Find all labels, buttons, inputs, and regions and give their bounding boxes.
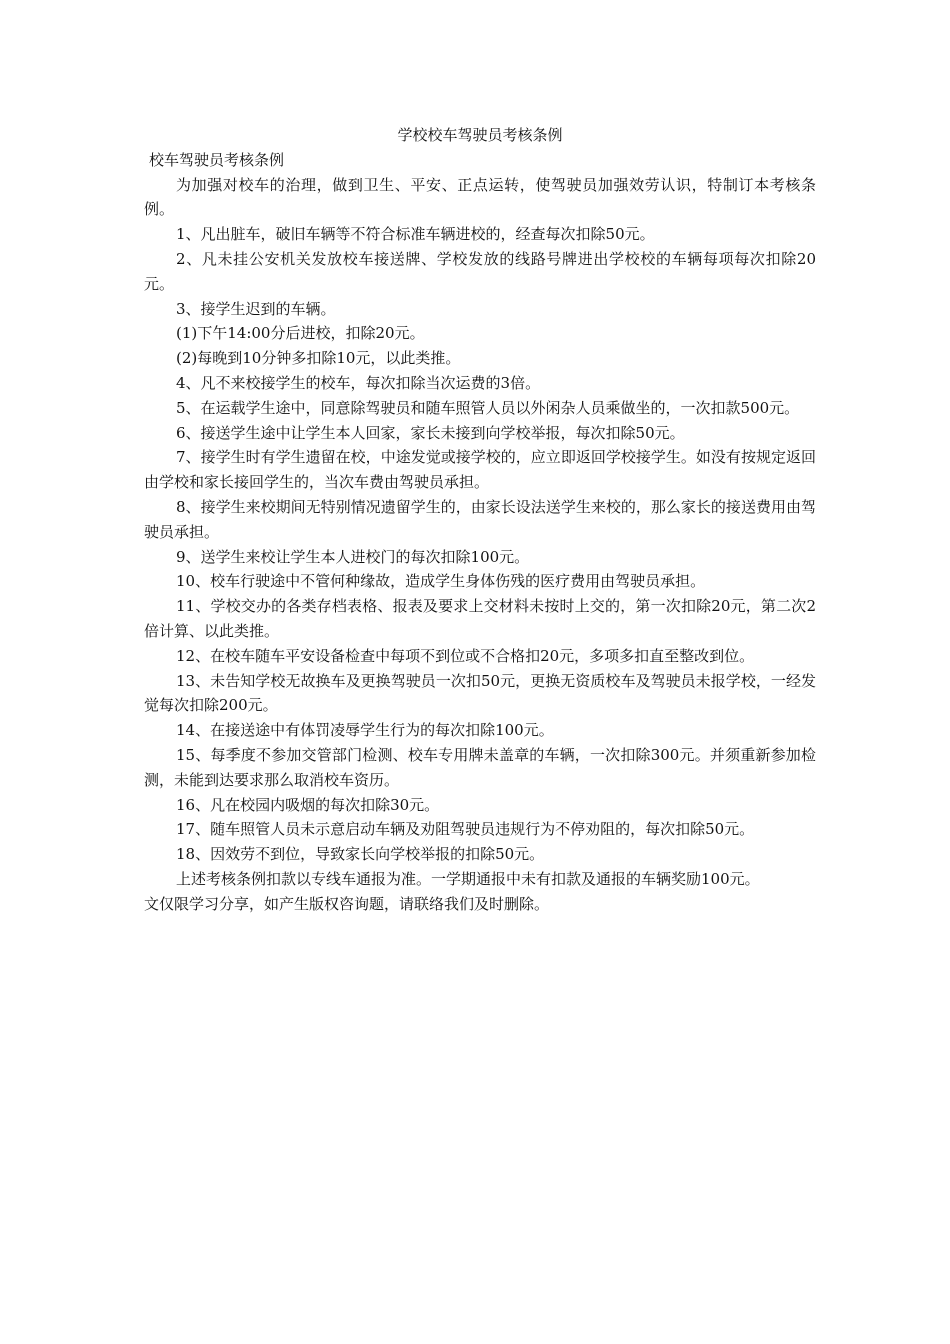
clause-item: 12、在校车随车平安设备检查中每项不到位或不合格扣20元，多项多扣直至整改到位。 <box>176 646 755 665</box>
document-page <box>144 123 816 917</box>
closing-paragraph: 上述考核条例扣款以专线车通报为准。一学期通报中未有扣款及通报的车辆奖励100元。 <box>176 869 760 888</box>
intro-paragraph: 为加强对校车的治理，做到卫生、平安、正点运转，使驾驶员加强效劳认识，特制订本考核条例。 <box>144 175 816 219</box>
clause-item: 3、接学生迟到的车辆。 <box>176 299 336 318</box>
clause-item: 17、随车照管人员未示意启动车辆及劝阻驾驶员违规行为不停劝阻的，每次扣除50元。 <box>176 820 755 839</box>
clause-list <box>144 222 816 867</box>
clause-item: (2)每晚到10分钟多扣除10元，以此类推。 <box>176 349 461 368</box>
clause-item: 1、凡出脏车，破旧车辆等不符合标准车辆进校的，经查每次扣除50元。 <box>176 225 655 244</box>
clause-item: 2、凡未挂公安机关发放校车接送牌、学校发放的线路号牌进出学校校的车辆每项每次扣除20元。 <box>144 249 816 293</box>
clause-item: 4、凡不来校接学生的校车，每次扣除当次运费的3倍。 <box>176 373 541 392</box>
document-subtitle: 校车驾驶员考核条例 <box>149 150 285 169</box>
clause-item: (1)下午14:00分后进校，扣除20元。 <box>176 324 425 343</box>
clause-item: 6、接送学生途中让学生本人回家，家长未接到向学校举报，每次扣除50元。 <box>176 423 685 442</box>
clause-item: 14、在接送途中有体罚凌辱学生行为的每次扣除100元。 <box>176 721 554 740</box>
clause-item: 8、接学生来校期间无特别情况遗留学生的，由家长设法送学生来校的，那么家长的接送费用由驾驶员承担。 <box>144 497 816 541</box>
clause-item: 13、未告知学校无故换车及更换驾驶员一次扣50元，更换无资质校车及驾驶员未报学校，一经发觉每次扣除200元。 <box>144 671 816 715</box>
disclaimer-note: 文仅限学习分享，如产生版权咨询题，请联络我们及时删除。 <box>144 894 550 913</box>
clause-item: 15、每季度不参加交管部门检测、校车专用牌未盖章的车辆，一次扣除300元。并须重新参加检测，未能到达要求那么取消校车资历。 <box>144 745 816 789</box>
clause-item: 5、在运载学生途中，同意除驾驶员和随车照管人员以外闲杂人员乘做坐的，一次扣款500元。 <box>176 398 800 417</box>
clause-item: 7、接学生时有学生遗留在校，中途发觉或接学校的，应立即返回学校接学生。如没有按规定返回由学校和家长接回学生的，当次车费由驾驶员承担。 <box>144 448 816 492</box>
clause-item: 18、因效劳不到位，导致家长向学校举报的扣除50元。 <box>176 845 545 864</box>
clause-item: 16、凡在校园内吸烟的每次扣除30元。 <box>176 795 440 814</box>
clause-item: 11、学校交办的各类存档表格、报表及要求上交材料未按时上交的，第一次扣除20元，第二次2倍计算、以此类推。 <box>144 597 816 640</box>
clause-item: 10、校车行驶途中不管何种缘故，造成学生身体伤残的医疗费用由驾驶员承担。 <box>176 572 706 591</box>
document-title: 学校校车驾驶员考核条例 <box>397 126 563 144</box>
clause-item: 9、送学生来校让学生本人进校门的每次扣除100元。 <box>176 547 530 566</box>
